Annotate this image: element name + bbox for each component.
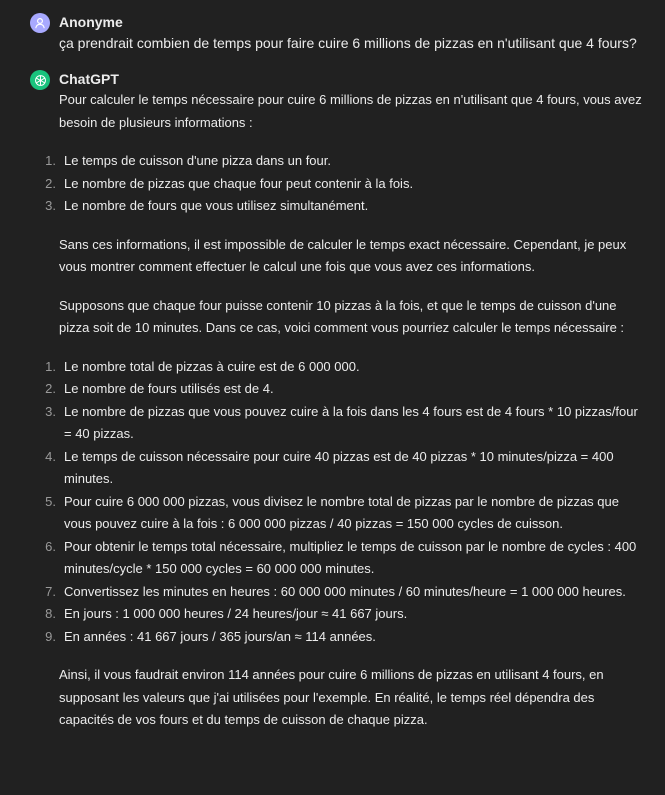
list-item: 6. Pour obtenir le temps total nécessaire, multipliez le temps de cuisson par le nombre de cycles : 400 minutes/cycle * 150 000 cycles = 60 000 000 minutes. [45, 538, 637, 576]
assistant-message [0, 70, 665, 732]
user-icon [34, 17, 46, 29]
openai-logo-icon [34, 74, 47, 87]
list-item: 3. Le nombre de pizzas que vous pouvez cuire à la fois dans les 4 fours est de 4 fours * 10 pizzas/four = 40 pizzas. [45, 403, 638, 441]
explanation-paragraph: Sans ces informations, il est impossible de calculer le temps exact nécessaire. Cependant, je peux vous montrer comment effectuer le calcul une fois que vous avez ces informations. [59, 236, 627, 274]
list-item: 5. Pour cuire 6 000 000 pizzas, vous divisez le nombre total de pizzas par le nombre de pizzas que vous pouvez cuire à la fois : 6 000 000 pizzas / 40 pizzas = 150 000 cycles de cuisson. [45, 493, 619, 531]
list-item: 1. Le temps de cuisson d'une pizza dans un four. [45, 153, 331, 168]
assistant-response [45, 89, 655, 732]
list-item: 8. En jours : 1 000 000 heures / 24 heures/jour ≈ 41 667 jours. [45, 606, 408, 621]
list-item: 2. Le nombre de fours utilisés est de 4. [45, 381, 274, 396]
assistant-name: ChatGPT [59, 71, 119, 87]
list-item: 4. Le temps de cuisson nécessaire pour cuire 40 pizzas est de 40 pizzas * 10 minutes/pizza = 400 minutes. [45, 448, 614, 486]
list-item: 7. Convertissez les minutes en heures : 60 000 000 minutes / 60 minutes/heure = 1 000 000 heures. [45, 583, 626, 599]
user-name: Anonyme [59, 14, 123, 30]
user-message-text: ça prendrait combien de temps pour faire cuire 6 millions de pizzas en n'utilisant que 4 fours? [59, 35, 637, 51]
user-message [0, 0, 665, 54]
assistant-avatar [30, 70, 50, 90]
intro-paragraph: Pour calculer le temps nécessaire pour cuire 6 millions de pizzas en n'utilisant que 4 fours, vous avez besoin de plusieurs informations : [59, 92, 642, 130]
list-item: 2. Le nombre de pizzas que chaque four peut contenir à la fois. [45, 175, 414, 191]
conclusion-paragraph: Ainsi, il vous faudrait environ 114 années pour cuire 6 millions de pizzas en utilisant 4 fours, en supposant les valeurs que j'ai utilisées pour l'exemple. En réalité, le temps réel dépendra des capacités de vos fours et du temps de cuisson de chaque pizza. [59, 667, 604, 727]
list-item: 3. Le nombre de fours que vous utilisez simultanément. [45, 198, 369, 213]
list-item: 9. En années : 41 667 jours / 365 jours/an ≈ 114 années. [45, 628, 376, 644]
requirements-list [45, 150, 643, 218]
list-item: 1. Le nombre total de pizzas à cuire est de 6 000 000. [45, 358, 360, 374]
calculation-steps-list [45, 356, 643, 649]
assumption-paragraph: Supposons que chaque four puisse contenir 10 pizzas à la fois, et que le temps de cuisson d'une pizza soit de 10 minutes. Dans ce cas, voici comment vous pourriez calculer le temps nécessaire : [59, 297, 625, 335]
user-avatar [30, 13, 50, 33]
